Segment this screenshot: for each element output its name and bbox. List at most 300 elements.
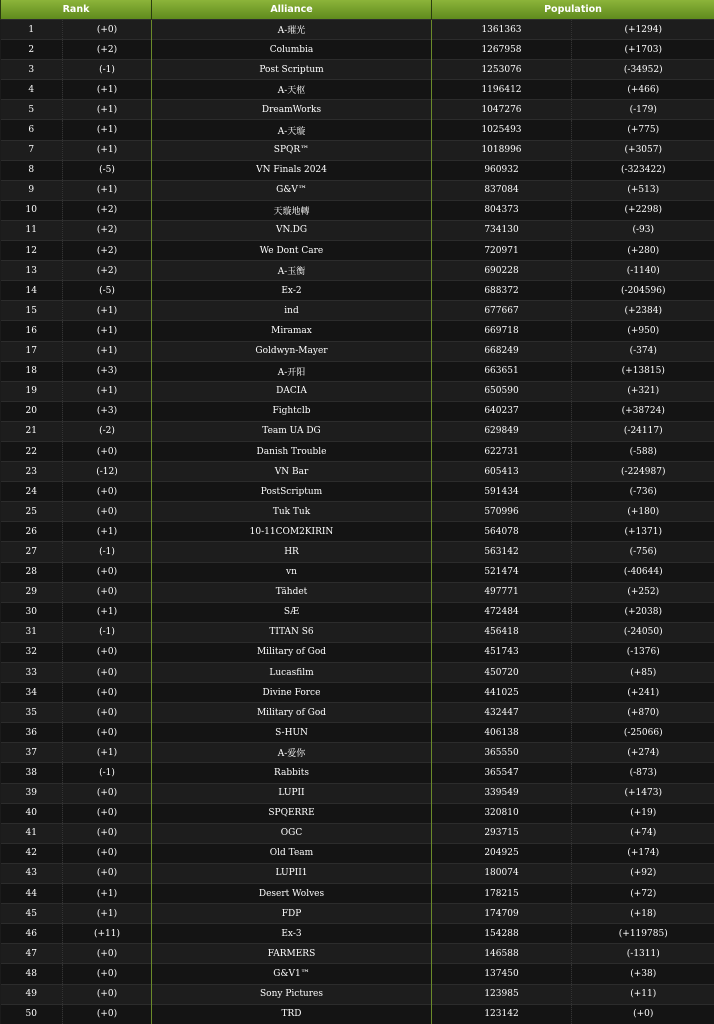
table-row: [1, 683, 714, 703]
rank-change-cell: (+1): [63, 100, 152, 120]
alliance-name-cell: Lucasfilm: [152, 663, 432, 683]
population-change-cell: (+38724): [572, 401, 714, 421]
population-cell: 1361363: [432, 20, 572, 40]
rank-change-cell: (-1): [63, 542, 152, 562]
table-row: [1, 441, 714, 461]
rank-cell: 9: [1, 180, 63, 200]
population-change-cell: (-588): [572, 441, 714, 461]
population-change-cell: (+1703): [572, 40, 714, 60]
population-change-cell: (+119785): [572, 924, 714, 944]
table-row: [1, 663, 714, 683]
population-change-cell: (-34952): [572, 60, 714, 80]
population-change-cell: (-93): [572, 220, 714, 240]
rank-change-cell: (+3): [63, 361, 152, 381]
alliance-name-cell: VN.DG: [152, 220, 432, 240]
alliance-name-cell: Old Team: [152, 843, 432, 863]
alliance-name-cell: S-HUN: [152, 723, 432, 743]
population-change-cell: (-1376): [572, 642, 714, 662]
population-change-cell: (+38): [572, 964, 714, 984]
rank-cell: 40: [1, 803, 63, 823]
alliance-name-cell: A-爱你: [152, 743, 432, 763]
rank-cell: 29: [1, 582, 63, 602]
population-change-cell: (+0): [572, 1004, 714, 1024]
rank-change-cell: (+1): [63, 80, 152, 100]
rank-cell: 32: [1, 642, 63, 662]
alliance-name-cell: G&V™: [152, 180, 432, 200]
alliance-name-cell: Danish Trouble: [152, 441, 432, 461]
rank-change-cell: (+0): [63, 642, 152, 662]
population-change-cell: (-179): [572, 100, 714, 120]
population-change-cell: (-1311): [572, 944, 714, 964]
rank-change-cell: (+3): [63, 401, 152, 421]
rank-change-cell: (+0): [63, 502, 152, 522]
rank-change-cell: (+0): [63, 823, 152, 843]
rank-cell: 37: [1, 743, 63, 763]
population-cell: 1267958: [432, 40, 572, 60]
alliance-name-cell: Military of God: [152, 703, 432, 723]
table-row: [1, 321, 714, 341]
rank-change-cell: (+0): [63, 683, 152, 703]
alliance-name-cell: DACIA: [152, 381, 432, 401]
population-cell: 137450: [432, 964, 572, 984]
rank-cell: 18: [1, 361, 63, 381]
population-change-cell: (+950): [572, 321, 714, 341]
population-cell: 1025493: [432, 120, 572, 140]
table-row: [1, 462, 714, 482]
table-row: [1, 542, 714, 562]
alliance-name-cell: A-玉衡: [152, 261, 432, 281]
rank-cell: 38: [1, 763, 63, 783]
rank-cell: 49: [1, 984, 63, 1004]
table-row: [1, 40, 714, 60]
population-cell: 365547: [432, 763, 572, 783]
alliance-name-cell: SPQR™: [152, 140, 432, 160]
rank-cell: 26: [1, 522, 63, 542]
alliance-name-cell: A-天枢: [152, 80, 432, 100]
population-cell: 591434: [432, 482, 572, 502]
population-cell: 293715: [432, 823, 572, 843]
rank-cell: 24: [1, 482, 63, 502]
population-cell: 960932: [432, 160, 572, 180]
table-row: [1, 261, 714, 281]
population-cell: 1047276: [432, 100, 572, 120]
table-row: [1, 241, 714, 261]
population-cell: 1018996: [432, 140, 572, 160]
rank-change-cell: (+2): [63, 261, 152, 281]
table-row: [1, 723, 714, 743]
rank-cell: 4: [1, 80, 63, 100]
alliance-name-cell: Tuk Tuk: [152, 502, 432, 522]
population-change-cell: (+174): [572, 843, 714, 863]
alliance-name-cell: ind: [152, 301, 432, 321]
rank-change-cell: (+1): [63, 301, 152, 321]
population-cell: 690228: [432, 261, 572, 281]
rank-change-cell: (+0): [63, 863, 152, 883]
population-change-cell: (+1371): [572, 522, 714, 542]
population-change-cell: (+775): [572, 120, 714, 140]
rank-cell: 23: [1, 462, 63, 482]
table-row: [1, 1004, 714, 1024]
population-cell: 668249: [432, 341, 572, 361]
rank-cell: 19: [1, 381, 63, 401]
alliance-name-cell: vn: [152, 562, 432, 582]
rank-change-cell: (+2): [63, 220, 152, 240]
rank-change-cell: (-2): [63, 421, 152, 441]
population-cell: 563142: [432, 542, 572, 562]
population-cell: 180074: [432, 863, 572, 883]
rank-cell: 14: [1, 281, 63, 301]
rank-column-header[interactable]: Rank: [1, 0, 152, 20]
rank-cell: 33: [1, 663, 63, 683]
rank-change-cell: (+2): [63, 241, 152, 261]
alliance-name-cell: Desert Wolves: [152, 884, 432, 904]
population-change-cell: (-1140): [572, 261, 714, 281]
rank-cell: 3: [1, 60, 63, 80]
alliance-name-cell: Divine Force: [152, 683, 432, 703]
table-row: [1, 904, 714, 924]
population-change-cell: (+85): [572, 663, 714, 683]
table-row: [1, 562, 714, 582]
population-change-cell: (+280): [572, 241, 714, 261]
rank-cell: 48: [1, 964, 63, 984]
alliance-name-cell: SPQERRE: [152, 803, 432, 823]
population-change-cell: (-24050): [572, 622, 714, 642]
rank-cell: 50: [1, 1004, 63, 1024]
rank-change-cell: (+0): [63, 723, 152, 743]
rank-cell: 8: [1, 160, 63, 180]
population-change-cell: (-25066): [572, 723, 714, 743]
rank-change-cell: (+0): [63, 582, 152, 602]
population-change-cell: (+92): [572, 863, 714, 883]
population-cell: 734130: [432, 220, 572, 240]
alliance-name-cell: SÆ: [152, 602, 432, 622]
table-row: [1, 220, 714, 240]
rank-change-cell: (+1): [63, 743, 152, 763]
rank-cell: 2: [1, 40, 63, 60]
population-cell: 605413: [432, 462, 572, 482]
population-change-cell: (+180): [572, 502, 714, 522]
population-change-cell: (+870): [572, 703, 714, 723]
alliance-name-cell: FARMERS: [152, 944, 432, 964]
table-row: [1, 602, 714, 622]
population-cell: 320810: [432, 803, 572, 823]
rank-change-cell: (+0): [63, 663, 152, 683]
rank-cell: 36: [1, 723, 63, 743]
population-change-cell: (-24117): [572, 421, 714, 441]
table-row: [1, 884, 714, 904]
rank-change-cell: (+0): [63, 783, 152, 803]
alliance-name-cell: G&V1™: [152, 964, 432, 984]
alliance-column-header[interactable]: Alliance: [152, 0, 432, 20]
alliance-name-cell: Miramax: [152, 321, 432, 341]
table-row: [1, 160, 714, 180]
alliance-name-cell: HR: [152, 542, 432, 562]
alliance-name-cell: LUPII: [152, 783, 432, 803]
table-row: [1, 482, 714, 502]
table-body: [1, 20, 714, 1024]
population-change-cell: (+466): [572, 80, 714, 100]
population-change-cell: (+2298): [572, 200, 714, 220]
population-cell: 123985: [432, 984, 572, 1004]
rank-change-cell: (+0): [63, 964, 152, 984]
table-row: [1, 200, 714, 220]
rank-cell: 45: [1, 904, 63, 924]
population-change-cell: (-756): [572, 542, 714, 562]
rank-change-cell: (+0): [63, 944, 152, 964]
rank-cell: 46: [1, 924, 63, 944]
rank-change-cell: (-5): [63, 281, 152, 301]
alliance-name-cell: A-天璇: [152, 120, 432, 140]
rank-cell: 30: [1, 602, 63, 622]
rank-cell: 47: [1, 944, 63, 964]
alliance-name-cell: PostScriptum: [152, 482, 432, 502]
rank-change-cell: (+1): [63, 904, 152, 924]
table-row: [1, 180, 714, 200]
alliance-name-cell: A-璀光: [152, 20, 432, 40]
population-change-cell: (+11): [572, 984, 714, 1004]
rank-change-cell: (+1): [63, 381, 152, 401]
population-cell: 688372: [432, 281, 572, 301]
alliance-name-cell: Post Scriptum: [152, 60, 432, 80]
rank-change-cell: (+0): [63, 703, 152, 723]
alliance-name-cell: Ex-3: [152, 924, 432, 944]
population-change-cell: (-374): [572, 341, 714, 361]
population-change-cell: (-204596): [572, 281, 714, 301]
table-row: [1, 522, 714, 542]
rank-change-cell: (-1): [63, 60, 152, 80]
population-cell: 650590: [432, 381, 572, 401]
population-cell: 663651: [432, 361, 572, 381]
population-cell: 837084: [432, 180, 572, 200]
alliance-name-cell: Fightclb: [152, 401, 432, 421]
population-cell: 497771: [432, 582, 572, 602]
population-change-cell: (+3057): [572, 140, 714, 160]
table-row: [1, 381, 714, 401]
rank-change-cell: (+2): [63, 200, 152, 220]
rank-change-cell: (-1): [63, 763, 152, 783]
rank-cell: 31: [1, 622, 63, 642]
alliance-name-cell: TITAN S6: [152, 622, 432, 642]
alliance-name-cell: TRD: [152, 1004, 432, 1024]
alliance-name-cell: Tähdet: [152, 582, 432, 602]
alliance-name-cell: Sony Pictures: [152, 984, 432, 1004]
population-cell: 174709: [432, 904, 572, 924]
table-row: [1, 863, 714, 883]
rank-cell: 20: [1, 401, 63, 421]
rank-change-cell: (-5): [63, 160, 152, 180]
rank-change-cell: (+1): [63, 341, 152, 361]
rank-cell: 39: [1, 783, 63, 803]
rank-change-cell: (+1): [63, 180, 152, 200]
population-change-cell: (-323422): [572, 160, 714, 180]
population-change-cell: (+1473): [572, 783, 714, 803]
population-change-cell: (+13815): [572, 361, 714, 381]
rank-cell: 16: [1, 321, 63, 341]
rank-change-cell: (+0): [63, 441, 152, 461]
rank-change-cell: (+1): [63, 140, 152, 160]
table-row: [1, 20, 714, 40]
alliance-name-cell: VN Bar: [152, 462, 432, 482]
rank-change-cell: (+0): [63, 482, 152, 502]
table-row: [1, 763, 714, 783]
rank-change-cell: (+0): [63, 843, 152, 863]
population-change-cell: (+2038): [572, 602, 714, 622]
table-row: [1, 80, 714, 100]
population-cell: 1196412: [432, 80, 572, 100]
rank-change-cell: (-12): [63, 462, 152, 482]
table-row: [1, 401, 714, 421]
population-change-cell: (+2384): [572, 301, 714, 321]
table-row: [1, 281, 714, 301]
population-column-header[interactable]: Population: [432, 0, 714, 20]
table-row: [1, 944, 714, 964]
rank-change-cell: (-1): [63, 622, 152, 642]
population-change-cell: (+72): [572, 884, 714, 904]
rank-cell: 21: [1, 421, 63, 441]
rank-change-cell: (+1): [63, 602, 152, 622]
alliance-name-cell: Columbia: [152, 40, 432, 60]
alliance-name-cell: 10-11COM2KIRIN: [152, 522, 432, 542]
population-change-cell: (+274): [572, 743, 714, 763]
population-cell: 564078: [432, 522, 572, 542]
rank-cell: 28: [1, 562, 63, 582]
population-cell: 450720: [432, 663, 572, 683]
alliance-name-cell: 天璇地轉: [152, 200, 432, 220]
rank-cell: 41: [1, 823, 63, 843]
rank-cell: 44: [1, 884, 63, 904]
table-row: [1, 301, 714, 321]
population-cell: 154288: [432, 924, 572, 944]
population-cell: 339549: [432, 783, 572, 803]
population-change-cell: (+252): [572, 582, 714, 602]
rank-cell: 5: [1, 100, 63, 120]
table-row: [1, 100, 714, 120]
population-cell: 570996: [432, 502, 572, 522]
rank-cell: 15: [1, 301, 63, 321]
population-cell: 804373: [432, 200, 572, 220]
rank-cell: 27: [1, 542, 63, 562]
population-cell: 677667: [432, 301, 572, 321]
table-header-row: [1, 0, 714, 20]
population-cell: 406138: [432, 723, 572, 743]
population-cell: 123142: [432, 1004, 572, 1024]
alliance-name-cell: Rabbits: [152, 763, 432, 783]
alliance-name-cell: OGC: [152, 823, 432, 843]
population-cell: 521474: [432, 562, 572, 582]
population-cell: 669718: [432, 321, 572, 341]
alliance-name-cell: VN Finals 2024: [152, 160, 432, 180]
rank-cell: 6: [1, 120, 63, 140]
table-row: [1, 60, 714, 80]
alliance-name-cell: Goldwyn-Mayer: [152, 341, 432, 361]
rank-cell: 34: [1, 683, 63, 703]
rank-cell: 35: [1, 703, 63, 723]
table-row: [1, 361, 714, 381]
rank-cell: 1: [1, 20, 63, 40]
population-change-cell: (-736): [572, 482, 714, 502]
rank-cell: 13: [1, 261, 63, 281]
alliance-name-cell: Military of God: [152, 642, 432, 662]
population-cell: 365550: [432, 743, 572, 763]
table-row: [1, 120, 714, 140]
population-change-cell: (+241): [572, 683, 714, 703]
table-row: [1, 823, 714, 843]
rank-cell: 25: [1, 502, 63, 522]
alliance-name-cell: Team UA DG: [152, 421, 432, 441]
alliance-name-cell: DreamWorks: [152, 100, 432, 120]
population-change-cell: (+1294): [572, 20, 714, 40]
rank-cell: 11: [1, 220, 63, 240]
rank-change-cell: (+11): [63, 924, 152, 944]
rank-change-cell: (+2): [63, 40, 152, 60]
rank-change-cell: (+0): [63, 1004, 152, 1024]
population-cell: 204925: [432, 843, 572, 863]
alliance-name-cell: We Dont Care: [152, 241, 432, 261]
population-cell: 720971: [432, 241, 572, 261]
rank-cell: 43: [1, 863, 63, 883]
alliance-name-cell: A-开阳: [152, 361, 432, 381]
rank-change-cell: (+1): [63, 321, 152, 341]
population-cell: 432447: [432, 703, 572, 723]
alliance-name-cell: FDP: [152, 904, 432, 924]
table-row: [1, 743, 714, 763]
table-row: [1, 843, 714, 863]
population-change-cell: (-40644): [572, 562, 714, 582]
population-cell: 640237: [432, 401, 572, 421]
population-change-cell: (+321): [572, 381, 714, 401]
rank-change-cell: (+0): [63, 562, 152, 582]
alliance-name-cell: LUPII1: [152, 863, 432, 883]
table-row: [1, 341, 714, 361]
rank-change-cell: (+0): [63, 803, 152, 823]
population-change-cell: (-873): [572, 763, 714, 783]
rank-change-cell: (+1): [63, 522, 152, 542]
table-row: [1, 984, 714, 1004]
population-cell: 456418: [432, 622, 572, 642]
rank-change-cell: (+0): [63, 984, 152, 1004]
table-row: [1, 582, 714, 602]
population-cell: 451743: [432, 642, 572, 662]
table-row: [1, 421, 714, 441]
rank-change-cell: (+0): [63, 20, 152, 40]
table-row: [1, 622, 714, 642]
rank-change-cell: (+1): [63, 884, 152, 904]
table-row: [1, 140, 714, 160]
table-row: [1, 703, 714, 723]
table-row: [1, 783, 714, 803]
alliance-name-cell: Ex-2: [152, 281, 432, 301]
population-cell: 472484: [432, 602, 572, 622]
rank-cell: 22: [1, 441, 63, 461]
population-cell: 178215: [432, 884, 572, 904]
population-cell: 146588: [432, 944, 572, 964]
rank-cell: 12: [1, 241, 63, 261]
rank-change-cell: (+1): [63, 120, 152, 140]
population-cell: 622731: [432, 441, 572, 461]
rank-cell: 7: [1, 140, 63, 160]
population-change-cell: (+18): [572, 904, 714, 924]
table-row: [1, 803, 714, 823]
population-change-cell: (+19): [572, 803, 714, 823]
population-cell: 441025: [432, 683, 572, 703]
population-change-cell: (+513): [572, 180, 714, 200]
population-cell: 629849: [432, 421, 572, 441]
population-cell: 1253076: [432, 60, 572, 80]
table-row: [1, 502, 714, 522]
rank-cell: 17: [1, 341, 63, 361]
population-change-cell: (+74): [572, 823, 714, 843]
table-row: [1, 642, 714, 662]
